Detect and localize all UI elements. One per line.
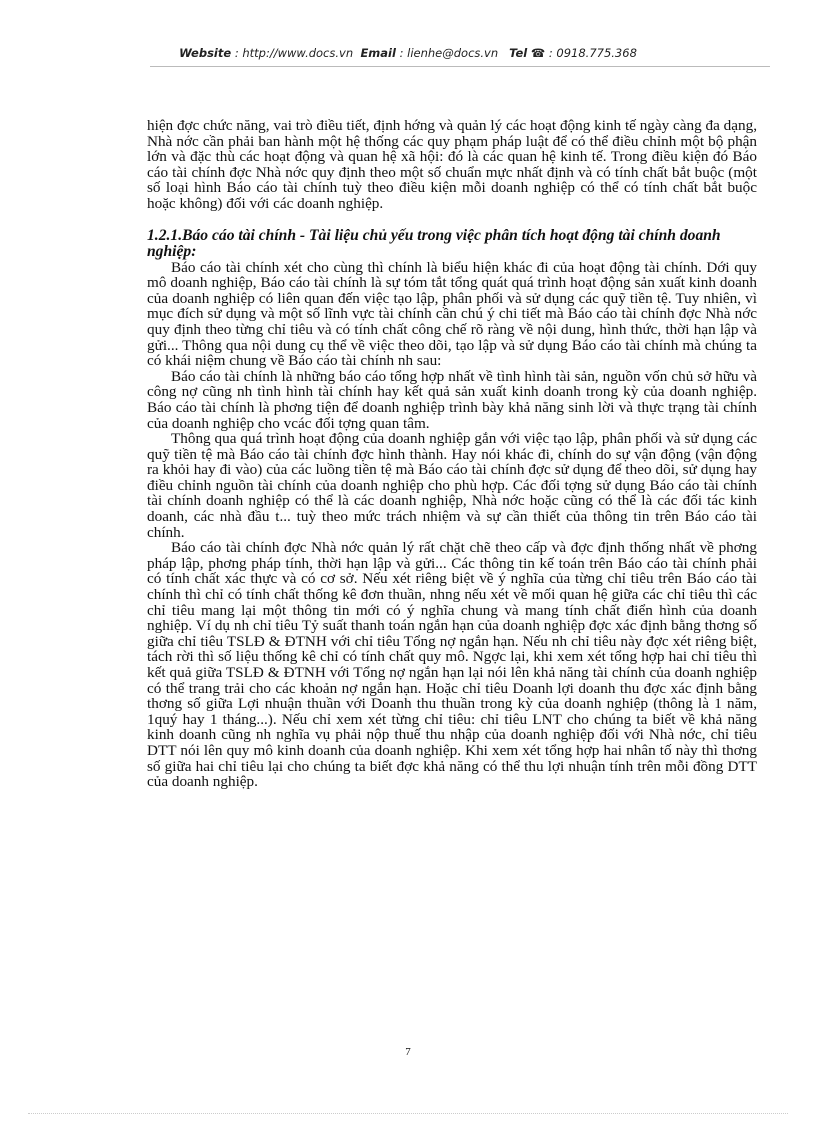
- website-link[interactable]: http://www.docs.vn: [242, 46, 354, 60]
- tel-label: Tel: [509, 46, 528, 60]
- website-label: Website: [179, 46, 232, 60]
- document-body: [147, 118, 757, 790]
- footer-divider: [28, 1113, 788, 1114]
- page-header: [0, 46, 816, 60]
- tel-separator: :: [545, 46, 557, 60]
- email-label: Email: [360, 46, 396, 60]
- page-number: 7: [405, 1046, 411, 1058]
- tel-number: 0918.775.368: [556, 46, 637, 60]
- email-separator: :: [395, 46, 408, 60]
- email-link[interactable]: lienhe@docs.vn: [407, 46, 499, 60]
- intro-paragraph: hiện đợc chức năng, vai trò điều tiết, định hớng và quản lý các hoạt động kinh tế ngày càng đa dạng, Nhà nớc cần phải ban hành một hệ thống các quy phạm pháp luật để có thể điều chỉnh một bộ phận lớn và đặc thù các hoạt động và quan hệ xã hội: đó là các quan hệ kinh tế. Trong điều kiện đó Báo cáo tài chính đợc Nhà nớc quy định theo một số chuẩn mực nhất định và có tính chất bắt buộc (một số loại hình Báo cáo tài chính tuỳ theo điều kiện mỗi doanh nghiệp có thể có tính chất bắt buộc hoặc không) đối với các doanh nghiệp.: [147, 117, 757, 212]
- header-divider: [150, 66, 770, 67]
- body-paragraph-1: Báo cáo tài chính xét cho cùng thì chính là biểu hiện khác đi của hoạt động tài chính. Dới quy mô doanh nghiệp, Báo cáo tài chính là sự tóm tắt tổng quát quá trình hoạt động sản xuất kinh doanh của doanh nghiệp có liên quan đến việc tạo lập, phân phối và sử dụng các quỹ tiền tệ. Tuy nhiên, vì mục đích sử dụng và một số lĩnh vực tài chính cần chú ý chi tiết mà Báo cáo tài chính đợc Nhà nớc quy định theo từng chỉ tiêu và có tính chất công chế rõ ràng về nội dung, hình thức, thời hạn lập và gửi... Thông qua nội dung cụ thể về việc theo dõi, tạo lập và sử dụng Báo cáo tài chính mà chúng ta có khái niệm chung về Báo cáo tài chính nh sau:: [147, 258, 757, 370]
- body-paragraph-2: Báo cáo tài chính là những báo cáo tổng hợp nhất về tình hình tài sản, nguồn vốn chủ sở hữu và công nợ cũng nh tình hình tài chính hay kết quả sản xuất kinh doanh trong kỳ của doanh nghiệp. Báo cáo tài chính là phơng tiện để doanh nghiệp trình bày khả năng sinh lời và thực trạng tài chính của doanh nghiệp cho vcác đối tợng quan tâm.: [147, 367, 757, 432]
- section-heading: 1.2.1.Báo cáo tài chính - Tài liệu chủ yếu trong việc phân tích hoạt động tài chính doanh nghiệp:: [147, 226, 721, 260]
- phone-icon: ☎: [530, 46, 546, 60]
- body-paragraph-3: Thông qua quá trình hoạt động của doanh nghiệp gắn với việc tạo lập, phân phối và sử dụng các quỹ tiền tệ mà Báo cáo tài chính đợc hình thành. Hay nói khác đi, chính do sự vận động (vận động ra khỏi hay đi vào) của các luồng tiền tệ mà Báo cáo tài chính đợc sử dụng để theo dõi, sử dụng hay điều chỉnh nguồn tài chính của doanh nghiệp cho phù hợp. Các đối tợng sử dụng Báo cáo tài chính tài chính doanh nghiệp có thể là các doanh nghiệp, Nhà nớc hoặc cũng có thể là các đối tác kinh doanh, các nhà đầu t... tuỳ theo mức trách nhiệm và sự cần thiết của thông tin trên Báo cáo tài chính.: [147, 430, 757, 541]
- body-paragraph-4: Báo cáo tài chính đợc Nhà nớc quản lý rất chặt chẽ theo cấp và đợc định thống nhất về phơng pháp lập, phơng pháp tính, thời hạn lập và gửi... Các thông tin kế toán trên Báo cáo tài chính phải có tính chất xác thực và có cơ sở. Nếu xét riêng biệt về ý nghĩa của từng chỉ tiêu trên Báo cáo tài chính thì chỉ có tính chất thống kê đơn thuần, nhng nếu xét về mối quan hệ giữa các chỉ tiêu thì các chỉ tiêu mang lại một thông tin mới có ý nghĩa chung và mang tính chất điển hình của doanh nghiệp. Ví dụ nh chỉ tiêu Tỷ suất thanh toán ngắn hạn của doanh nghiệp đợc xác định bằng thơng số giữa chỉ tiêu TSLĐ & ĐTNH với chỉ tiêu Tổng nợ ngắn hạn. Nếu nh chỉ tiêu này đợc xét riêng biệt, tách rời thì số liệu thống kê chỉ có tính chất quy mô. Ngợc lại, khi xem xét tổng hợp hai chỉ tiêu thì kết quả giữa TSLĐ & ĐTNH với Tổng nợ ngắn hạn lại nói lên khả năng tài chính của doanh nghiệp có thể trang trải cho các khoản nợ ngắn hạn. Hoặc chỉ tiêu Doanh lợi doanh thu đợc xác định bằng thơng số giữa Lợi nhuận thuần với Doanh thu thuần trong kỳ của doanh nghiệp (thông là 1 năm, 1quý hay 1 tháng...). Nếu chỉ xem xét từng chỉ tiêu: chỉ tiêu LNT cho chúng ta biết về khả năng kinh doanh cũng nh nghĩa vụ phải nộp thuế thu nhập của doanh nghiệp đối với Nhà nớc, chỉ tiêu DTT nói lên quy mô kinh doanh của doanh nghiệp. Khi xem xét tổng hợp hai nhân tố này thì thơng số giữa hai chỉ tiêu lại cho chúng ta biết đợc khả năng có thể thu lợi nhuận tính trên mỗi đồng DTT của doanh nghiệp.: [147, 539, 757, 791]
- website-separator: :: [231, 46, 243, 60]
